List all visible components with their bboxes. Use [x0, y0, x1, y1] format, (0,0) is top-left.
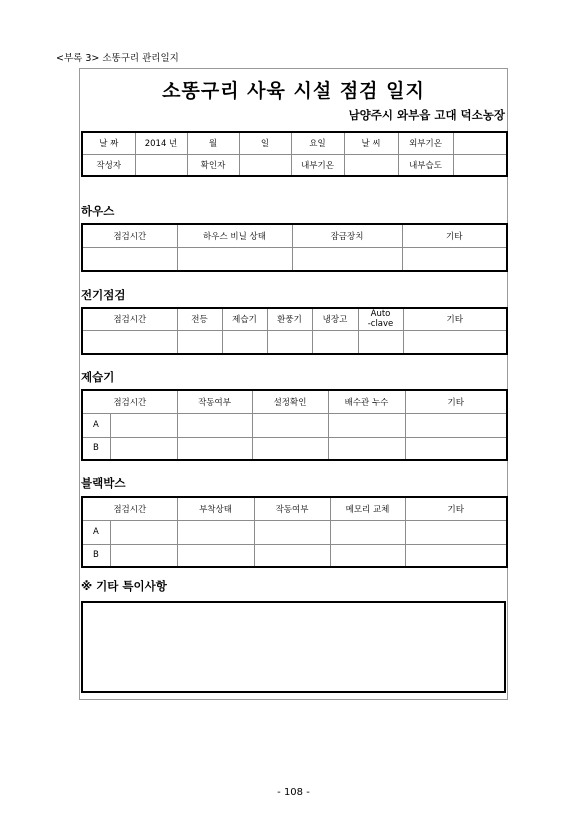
entry-cell[interactable]: [405, 544, 507, 567]
entry-cell[interactable]: [358, 330, 403, 354]
section-heading-blackbox: 블랙박스: [81, 476, 126, 490]
column-header: 기타: [405, 497, 507, 520]
date-weekday: 요일: [291, 132, 344, 154]
entry-cell[interactable]: [110, 544, 177, 567]
entry-cell[interactable]: [292, 247, 402, 271]
column-header: 기타: [402, 224, 507, 247]
entry-cell[interactable]: [330, 544, 405, 567]
entry-cell[interactable]: [405, 520, 507, 544]
entry-cell[interactable]: [177, 437, 252, 460]
section-heading-notes: ※ 기타 특이사항: [81, 579, 167, 593]
row-label: A: [82, 413, 110, 437]
header-info-table: [81, 131, 508, 177]
row-label: B: [82, 437, 110, 460]
entry-cell[interactable]: [328, 437, 405, 460]
section-heading-electric: 전기점검: [81, 288, 126, 302]
row-label: A: [82, 520, 110, 544]
entry-cell[interactable]: [177, 544, 254, 567]
electric-table: [81, 307, 508, 355]
entry-cell[interactable]: [254, 544, 330, 567]
section-heading-house: 하우스: [81, 204, 115, 218]
entry-cell[interactable]: [405, 437, 507, 460]
checker-value[interactable]: [239, 154, 291, 176]
column-header: 기타: [405, 390, 507, 413]
column-header: 점검시간: [82, 224, 177, 247]
entry-cell[interactable]: [82, 247, 177, 271]
dehumidifier-table: [81, 389, 508, 461]
house-table: [81, 223, 508, 272]
date-year: 2014 년: [135, 132, 187, 154]
column-header: 작동여부: [177, 390, 252, 413]
inside-temp-label: 내부기온: [291, 154, 344, 176]
checker-label: 확인자: [187, 154, 239, 176]
column-header: 점검시간: [82, 308, 177, 330]
entry-cell[interactable]: [110, 520, 177, 544]
page-title: 소똥구리 사육 시설 점검 일지: [162, 80, 425, 102]
entry-cell[interactable]: [177, 330, 222, 354]
outside-temp-label: 외부기온: [398, 132, 453, 154]
date-label: 날 짜: [82, 132, 135, 154]
section-heading-dehumidifier: 제습기: [81, 370, 115, 384]
column-header: 배수관 누수: [328, 390, 405, 413]
writer-label: 작성자: [82, 154, 135, 176]
column-header: 제습기: [222, 308, 267, 330]
entry-cell[interactable]: [177, 520, 254, 544]
entry-cell[interactable]: [252, 437, 328, 460]
column-header: 기타: [403, 308, 507, 330]
entry-cell[interactable]: [328, 413, 405, 437]
entry-cell[interactable]: [330, 520, 405, 544]
column-header: 부착상태: [177, 497, 254, 520]
date-day: 일: [239, 132, 291, 154]
entry-cell[interactable]: [405, 413, 507, 437]
column-header: 점검시간: [82, 390, 177, 413]
inside-humidity-value[interactable]: [453, 154, 507, 176]
entry-cell[interactable]: [252, 413, 328, 437]
entry-cell[interactable]: [82, 330, 177, 354]
column-header: 메모리 교체: [330, 497, 405, 520]
column-header: 작동여부: [254, 497, 330, 520]
inside-temp-value[interactable]: [344, 154, 398, 176]
column-header: Auto -clave: [358, 308, 403, 330]
entry-cell[interactable]: [267, 330, 312, 354]
appendix-label: <부록 3> 소똥구리 관리일지: [56, 53, 179, 64]
weather-label: 날 씨: [344, 132, 398, 154]
entry-cell[interactable]: [110, 413, 177, 437]
writer-value[interactable]: [135, 154, 187, 176]
entry-cell[interactable]: [110, 437, 177, 460]
notes-box[interactable]: [81, 601, 506, 693]
column-header: 전등: [177, 308, 222, 330]
inside-humidity-label: 내부습도: [398, 154, 453, 176]
entry-cell[interactable]: [177, 247, 292, 271]
entry-cell[interactable]: [312, 330, 358, 354]
column-header: 하우스 비닐 상태: [177, 224, 292, 247]
organization-name: 남양주시 와부읍 고대 덕소농장: [348, 108, 505, 122]
entry-cell[interactable]: [177, 413, 252, 437]
entry-cell[interactable]: [254, 520, 330, 544]
column-header: 점검시간: [82, 497, 177, 520]
column-header: 설정확인: [252, 390, 328, 413]
date-month: 월: [187, 132, 239, 154]
entry-cell[interactable]: [222, 330, 267, 354]
column-header: 잠금장치: [292, 224, 402, 247]
entry-cell[interactable]: [403, 330, 507, 354]
row-label: B: [82, 544, 110, 567]
column-header: 냉장고: [312, 308, 358, 330]
entry-cell[interactable]: [402, 247, 507, 271]
page-number: - 108 -: [277, 787, 310, 798]
blackbox-table: [81, 496, 508, 568]
column-header: 환풍기: [267, 308, 312, 330]
outside-temp-value[interactable]: [453, 132, 507, 154]
